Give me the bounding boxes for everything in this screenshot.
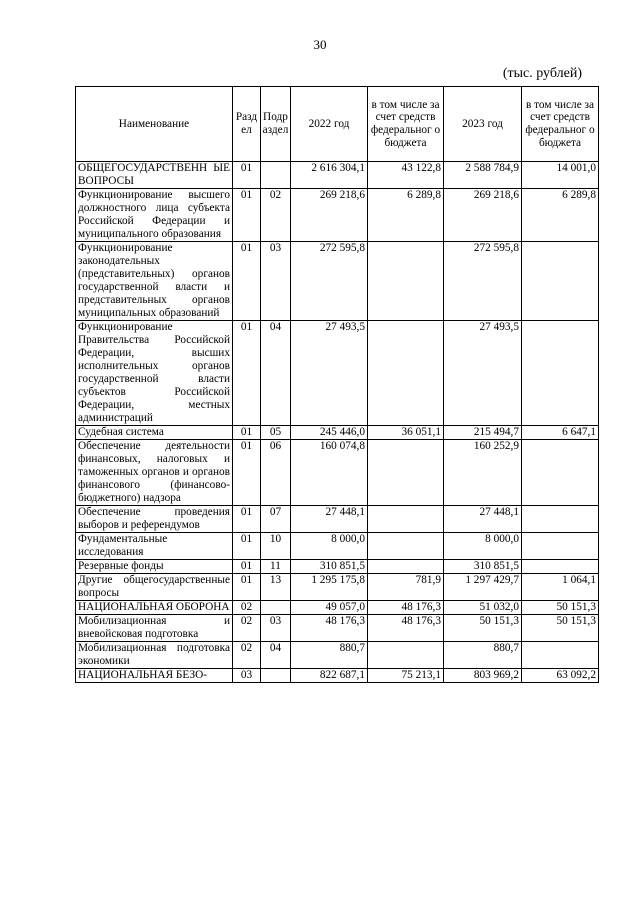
row-federal-2022: 48 176,3	[368, 601, 444, 615]
row-razdel: 01	[233, 189, 261, 242]
row-podrazdel: 05	[261, 426, 291, 440]
row-podrazdel: 06	[261, 440, 291, 506]
row-2023: 2 588 784,9	[444, 162, 522, 189]
row-name: Другие общегосударственные вопросы	[76, 574, 233, 601]
row-federal-2023	[522, 440, 599, 506]
row-podrazdel: 04	[261, 321, 291, 426]
row-razdel: 01	[233, 506, 261, 533]
row-razdel: 02	[233, 642, 261, 669]
row-podrazdel: 03	[261, 242, 291, 321]
row-2023: 50 151,3	[444, 615, 522, 642]
row-name: НАЦИОНАЛЬНАЯ БЕЗО-	[76, 669, 233, 683]
header-2023: 2023 год	[444, 87, 522, 162]
table-row	[76, 560, 599, 574]
row-razdel: 01	[233, 242, 261, 321]
header-federal-2023: в том числе за счет средств федеральног о бюджета	[522, 87, 599, 162]
row-2022: 49 057,0	[291, 601, 368, 615]
row-razdel: 01	[233, 560, 261, 574]
row-razdel: 01	[233, 321, 261, 426]
row-federal-2023	[522, 560, 599, 574]
row-federal-2022	[368, 321, 444, 426]
row-2022: 822 687,1	[291, 669, 368, 683]
table-header-row	[76, 87, 599, 162]
row-federal-2022	[368, 533, 444, 560]
row-federal-2022: 781,9	[368, 574, 444, 601]
row-name: Обеспечение деятельности финансовых, налоговых и таможенных органов и органов финансового (финансово-бюджетного) надзора	[76, 440, 233, 506]
budget-table	[75, 86, 599, 683]
row-name: НАЦИОНАЛЬНАЯ ОБОРОНА	[76, 601, 233, 615]
row-2023: 269 218,6	[444, 189, 522, 242]
row-2022: 245 446,0	[291, 426, 368, 440]
row-2022: 48 176,3	[291, 615, 368, 642]
row-federal-2023	[522, 533, 599, 560]
row-federal-2022	[368, 440, 444, 506]
row-podrazdel	[261, 162, 291, 189]
row-federal-2023: 1 064,1	[522, 574, 599, 601]
row-name: Судебная система	[76, 426, 233, 440]
row-federal-2022: 48 176,3	[368, 615, 444, 642]
row-podrazdel: 11	[261, 560, 291, 574]
row-2022: 27 448,1	[291, 506, 368, 533]
row-federal-2022	[368, 560, 444, 574]
row-federal-2023: 6 289,8	[522, 189, 599, 242]
row-2022: 310 851,5	[291, 560, 368, 574]
table-body	[76, 162, 599, 683]
row-federal-2023	[522, 321, 599, 426]
row-federal-2022: 6 289,8	[368, 189, 444, 242]
table-row	[76, 533, 599, 560]
table-row	[76, 615, 599, 642]
row-razdel: 02	[233, 601, 261, 615]
row-name: Обеспечение проведения выборов и референдумов	[76, 506, 233, 533]
row-federal-2022	[368, 642, 444, 669]
row-razdel: 01	[233, 162, 261, 189]
row-2022: 269 218,6	[291, 189, 368, 242]
row-federal-2023: 14 001,0	[522, 162, 599, 189]
row-federal-2023: 63 092,2	[522, 669, 599, 683]
row-2022: 1 295 175,8	[291, 574, 368, 601]
row-2023: 272 595,8	[444, 242, 522, 321]
row-razdel: 02	[233, 615, 261, 642]
header-razdel: Разд ел	[233, 87, 261, 162]
table-row	[76, 426, 599, 440]
row-2022: 272 595,8	[291, 242, 368, 321]
row-federal-2023	[522, 506, 599, 533]
row-2023: 215 494,7	[444, 426, 522, 440]
table-row	[76, 601, 599, 615]
row-2022: 27 493,5	[291, 321, 368, 426]
row-2022: 160 074,8	[291, 440, 368, 506]
row-podrazdel: 02	[261, 189, 291, 242]
row-name: ОБЩЕГОСУДАРСТВЕНН ЫЕ ВОПРОСЫ	[76, 162, 233, 189]
row-2022: 8 000,0	[291, 533, 368, 560]
row-razdel: 01	[233, 426, 261, 440]
row-2022: 880,7	[291, 642, 368, 669]
row-federal-2023: 6 647,1	[522, 426, 599, 440]
row-podrazdel: 10	[261, 533, 291, 560]
table-row	[76, 669, 599, 683]
row-name: Функционирование высшего должностного лица субъекта Российской Федерации и муниципального образования	[76, 189, 233, 242]
row-2022: 2 616 304,1	[291, 162, 368, 189]
row-name: Функционирование законодательных (представительных) органов государственной власти и представительных органов муниципальных образований	[76, 242, 233, 321]
row-podrazdel: 03	[261, 615, 291, 642]
row-federal-2022: 36 051,1	[368, 426, 444, 440]
row-podrazdel	[261, 669, 291, 683]
table-row	[76, 242, 599, 321]
row-2023: 27 448,1	[444, 506, 522, 533]
row-podrazdel: 07	[261, 506, 291, 533]
header-federal-2022: в том числе за счет средств федеральног о бюджета	[368, 87, 444, 162]
row-federal-2022	[368, 242, 444, 321]
header-2022: 2022 год	[291, 87, 368, 162]
table-row	[76, 440, 599, 506]
header-podrazdel: Подр аздел	[261, 87, 291, 162]
table-row	[76, 642, 599, 669]
row-federal-2022: 75 213,1	[368, 669, 444, 683]
row-razdel: 01	[233, 440, 261, 506]
row-2023: 27 493,5	[444, 321, 522, 426]
row-federal-2023	[522, 642, 599, 669]
row-2023: 310 851,5	[444, 560, 522, 574]
row-name: Мобилизационная подготовка экономики	[76, 642, 233, 669]
units-label: (тыс. рублей)	[502, 66, 582, 81]
table-row	[76, 574, 599, 601]
row-2023: 51 032,0	[444, 601, 522, 615]
row-2023: 1 297 429,7	[444, 574, 522, 601]
row-federal-2023: 50 151,3	[522, 615, 599, 642]
header-name: Наименование	[76, 87, 233, 162]
row-razdel: 03	[233, 669, 261, 683]
row-razdel: 01	[233, 574, 261, 601]
table-row	[76, 321, 599, 426]
row-podrazdel: 04	[261, 642, 291, 669]
row-federal-2022: 43 122,8	[368, 162, 444, 189]
row-name: Функционирование Правительства Российской Федерации, высших исполнительных органов государственной власти субъектов Российской Федерации, местных администраций	[76, 321, 233, 426]
row-name: Фундаментальные исследования	[76, 533, 233, 560]
row-2023: 803 969,2	[444, 669, 522, 683]
row-federal-2022	[368, 506, 444, 533]
row-podrazdel	[261, 601, 291, 615]
row-federal-2023	[522, 242, 599, 321]
row-2023: 160 252,9	[444, 440, 522, 506]
row-name: Резервные фонды	[76, 560, 233, 574]
row-2023: 880,7	[444, 642, 522, 669]
row-2023: 8 000,0	[444, 533, 522, 560]
row-name: Мобилизационная и вневойсковая подготовка	[76, 615, 233, 642]
table-row	[76, 162, 599, 189]
row-razdel: 01	[233, 533, 261, 560]
table-row	[76, 506, 599, 533]
page-number: 30	[313, 37, 327, 52]
row-federal-2023: 50 151,3	[522, 601, 599, 615]
table-row	[76, 189, 599, 242]
row-podrazdel: 13	[261, 574, 291, 601]
